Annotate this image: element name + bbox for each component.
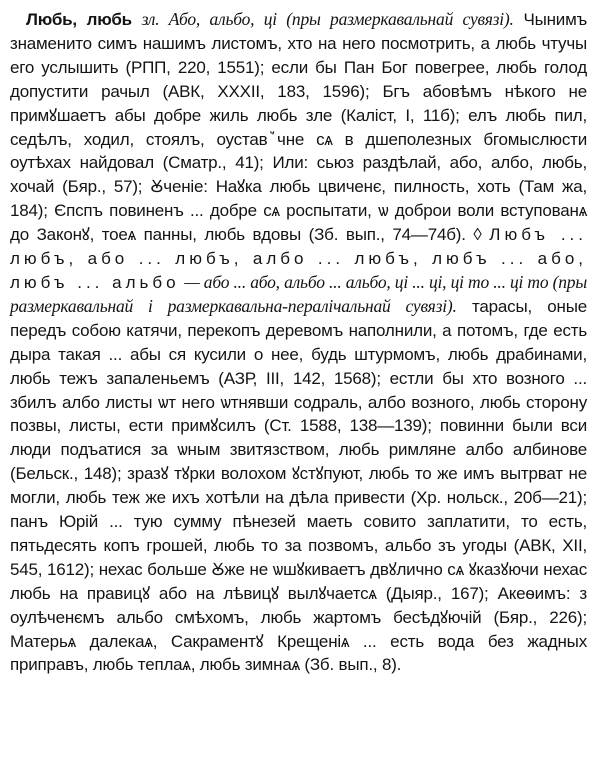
phrase-marker: ◊ xyxy=(473,225,482,245)
entry-grammar: зл. Або, альбо, ці (пры размеркавальнай сувязі). xyxy=(141,9,514,29)
entry-examples-first: Чынимъ знаменито симъ нашимъ листомъ, хто на него посмотрить, а любь чтучы его услышить (РПП, 220, 1551); если бы Пан Бог повегрее, любь голод допустити рачыл (АВК, XXXII, 183, 1596); Бгъ абовѣмъ нѣкого не примꙋшаетъ абы добре жиль любь зле (Каліст, І, 11б); елъ любь пил, седѣлъ, ходил, стоялъ, оуставꙿчне сѧ в дшеполезных бгомыслюсти оутѣхах найдовал (Сматр., 41); Или: сьюз раздѣлай, або, албо, любь, хочай (Бяр., 57); Ꙋченіе: Наꙋка любь цвиченє, пилность, хоть (Там жа, 184); Єпспъ повиненъ ... добре сѧ роспытати, ѡ доброи воли вступованѧ до Законꙋ, тоеѧ панны, любь вдовы (Зб. вып., 74—74б). xyxy=(10,10,587,245)
dictionary-entry xyxy=(10,8,587,677)
phrase-gloss: — або ... або, альбо ... альбо, ці ... ці, ці то ... ці то (пры размеркавальнай і размеркавальна-пералічальнай сувязі). xyxy=(10,271,587,316)
phrase-pattern: Любъ ... любъ, або ... любъ, албо ... любъ, любъ ... або, любъ ... альбо xyxy=(10,225,587,292)
entry-examples-second: тарасы, оные передъ собою катячи, перекопъ деревомъ наполнили, а потомъ, где есть дыра такая ... абы ся кусили о нее, будь штурмомъ, любь драбинами, любь тежъ запаленьемъ (АЗР, III, 142, 1568); естли бы хто возного ... збилъ албо листы ѡт него ѡтнявши содраль, албо возного, любь сторону позвы, листы, ести примꙋсилъ (Ст. 1588, 138—139); повинни были вси люди подъатися за ѡным звитязством, любь римляне албо албинове (Бельск., 148); зразꙋ тꙋрки волохом ꙋстꙋпуют, любь то же имъ вытрват не могли, любь теж же ихъ хотѣли на дѣла привести (Хр. нольск., 20б—21); панъ Юрій ... тую сумму пѣнезей маеть совито заплатити, то есть, пятьдесять копъ грошей, любь то за позвомъ, альбо зъ угоды (АВК, XII, 545, 1612); нехаc больше Ꙋже не ѡшꙋкиваетъ двꙋличнo сѧ ꙋказꙋючи нехаc любь на правицꙋ або на лѣвицꙋ вылꙋчаетсѧ (Дыяр., 167); Акеѳимъ: з оулѣченємъ альбо смѣхомъ, любь жартомъ бесѣдꙋючій (Бяр., 226); Матерьѧ далекаѧ, Сакраментꙋ Крещеніѧ ... есть вода без жадных приправъ, любь теплаѧ, любь зимнаѧ (Зб. вып., 8). xyxy=(10,296,587,675)
entry-headword: Любь, любь xyxy=(26,10,132,29)
